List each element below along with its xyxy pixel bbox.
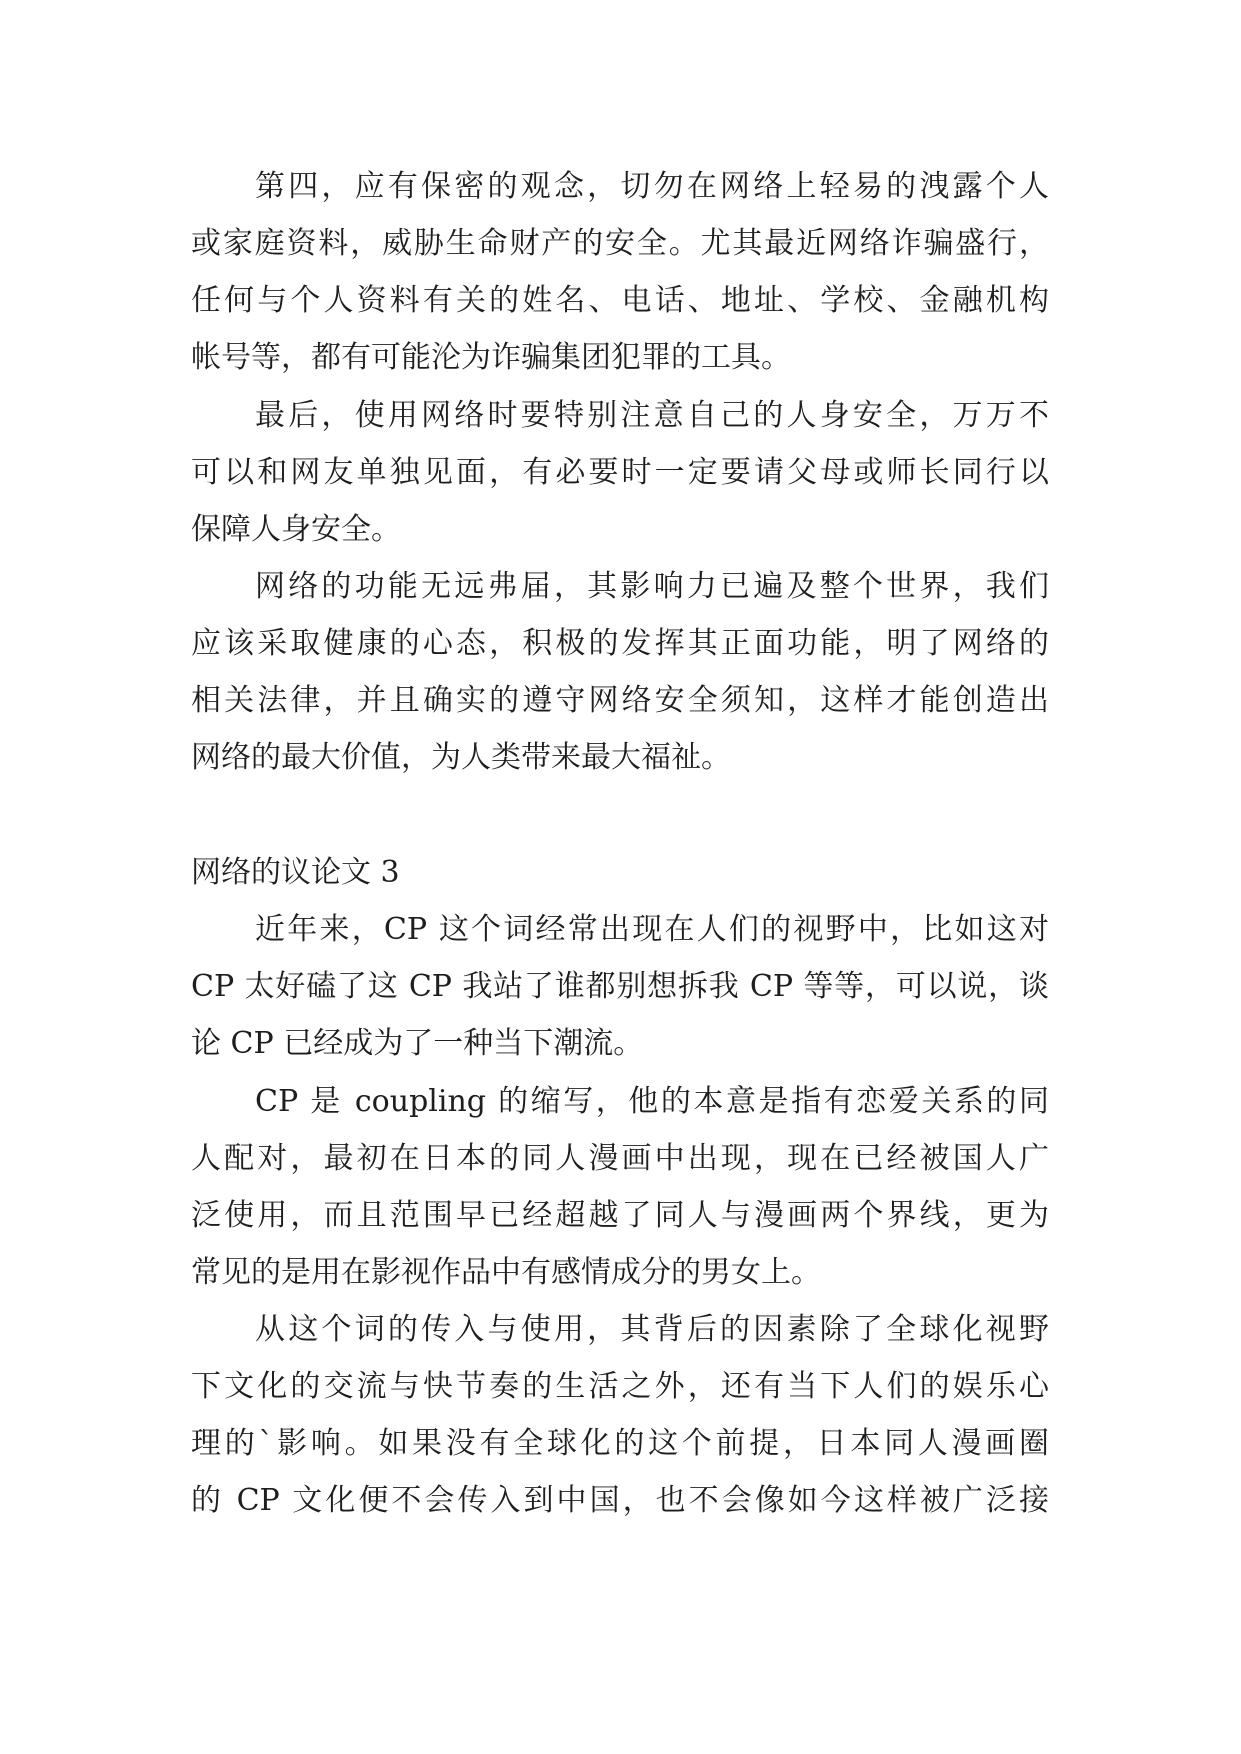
paragraph-line: 下文化的交流与快节奏的生活之外，还有当下人们的娱乐心 [191,1369,1049,1404]
paragraph-line: 可以和网友单独见面，有必要时一定要请父母或师长同行以 [191,455,1049,490]
paragraph-line: 保障人身安全。 [191,512,401,547]
paragraph-line: 或家庭资料，威胁生命财产的安全。尤其最近网络诈骗盛行， [191,226,1049,261]
paragraph-line: 网络的最大价值，为人类带来最大福祉。 [191,740,731,775]
paragraph-line: 论 CP 已经成为了一种当下潮流。 [191,1026,644,1061]
paragraph-line: 任何与个人资料有关的姓名、电话、地址、学校、金融机构 [191,283,1049,318]
paragraph-line: 常见的是用在影视作品中有感情成分的男女上。 [191,1255,821,1290]
paragraph-line: 最后，使用网络时要特别注意自己的人身安全，万万不 [255,398,1049,433]
paragraph-line: 帐号等，都有可能沦为诈骗集团犯罪的工具。 [191,340,791,375]
paragraph-line: 的 CP 文化便不会传入到中国，也不会像如今这样被广泛接 [191,1483,1049,1518]
paragraph-line: 网络的功能无远弗届，其影响力已遍及整个世界，我们 [255,569,1049,604]
paragraph-line: 人配对，最初在日本的同人漫画中出现，现在已经被国人广 [191,1141,1049,1176]
section-heading: 网络的议论文 3 [191,855,400,890]
paragraph-line: 相关法律，并且确实的遵守网络安全须知，这样才能创造出 [191,683,1049,718]
paragraph-line: CP 太好磕了这 CP 我站了谁都别想拆我 CP 等等，可以说，谈 [191,969,1049,1004]
paragraph-line: 第四，应有保密的观念，切勿在网络上轻易的洩露个人 [255,169,1049,204]
paragraph-line: 近年来，CP 这个词经常出现在人们的视野中，比如这对 [255,912,1049,947]
paragraph-line: CP 是 coupling 的缩写，他的本意是指有恋爱关系的同 [255,1084,1049,1119]
paragraph-line: 从这个词的传入与使用，其背后的因素除了全球化视野 [255,1312,1049,1347]
paragraph-line: 应该采取健康的心态，积极的发挥其正面功能，明了网络的 [191,626,1049,661]
paragraph-line: 泛使用，而且范围早已经超越了同人与漫画两个界线，更为 [191,1198,1049,1233]
paragraph-line: 理的`影响。如果没有全球化的这个前提，日本同人漫画圈 [191,1426,1049,1461]
